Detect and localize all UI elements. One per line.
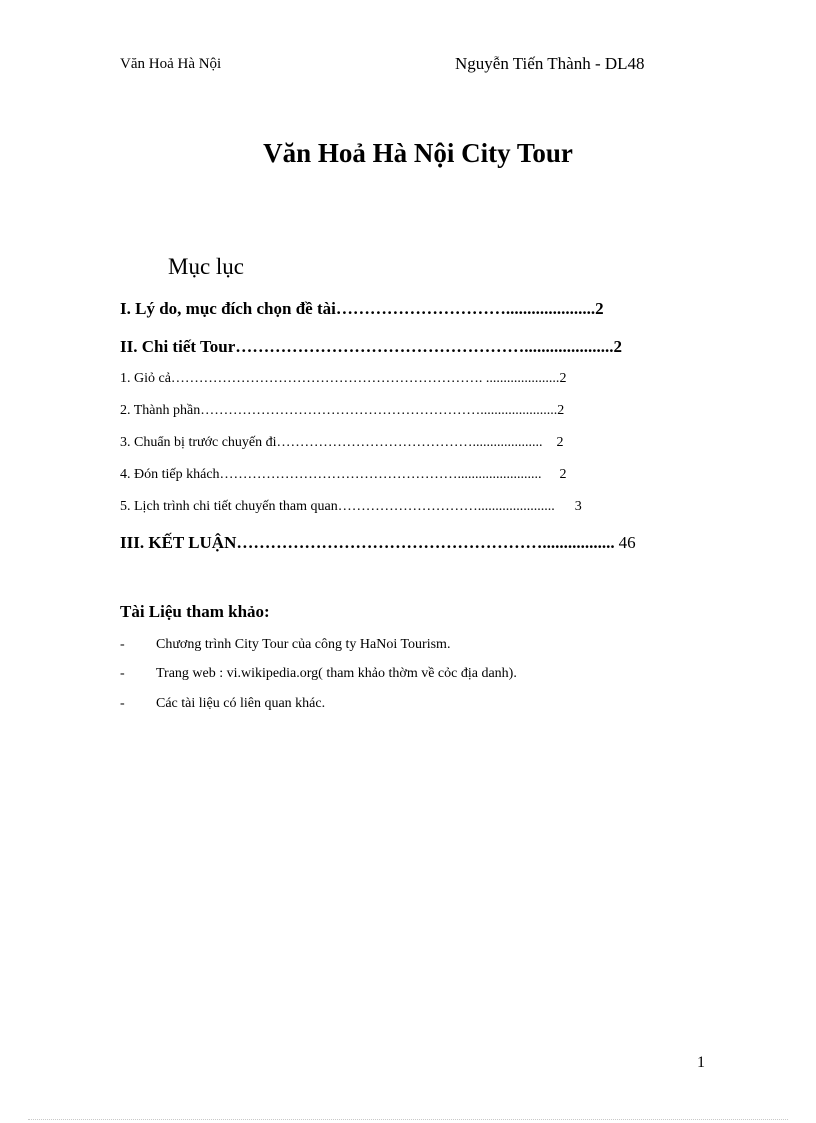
toc-entry-label: II. Chi tiết Tour……………………………………………..................... <box>120 337 614 356</box>
toc-entry-page: 46 <box>618 533 636 552</box>
toc-entry <box>120 337 622 357</box>
toc-entry-page: 2 <box>559 467 567 482</box>
page-bottom-border <box>28 1119 788 1120</box>
references-title: Tài Liệu tham khảo: <box>120 602 270 621</box>
header-right-text: Nguyễn Tiến Thành - DL48 <box>455 54 645 73</box>
toc-entry-page: 2 <box>613 337 622 356</box>
reference-item <box>120 696 325 712</box>
toc-entry-page: 2 <box>595 299 604 318</box>
toc-entry <box>120 499 582 515</box>
list-marker: - <box>120 637 125 652</box>
toc-entry <box>120 403 564 419</box>
reference-text: Trang web : vi.wikipedia.org( tham khảo thờm về cỏc địa danh). <box>156 666 517 681</box>
toc-entry <box>120 371 566 387</box>
toc-entry-label: III. KẾT LUẬN………………………………………………................. <box>120 533 615 552</box>
list-marker: - <box>120 696 125 711</box>
document-title: Văn Hoả Hà Nội City Tour <box>263 138 573 168</box>
toc-entry <box>120 467 567 483</box>
toc-entry-label: 5. Lịch trình chi tiết chuyến tham quan…………………………...................... <box>120 499 555 514</box>
toc-heading: Mục lục <box>168 254 245 279</box>
toc-entry-page: 3 <box>574 499 582 514</box>
toc-entry <box>120 435 564 451</box>
toc-entry-label: 1. Giỏ cả…………………………………………………………. ..................... <box>120 371 560 386</box>
toc-entry-label: I. Lý do, mục đích chọn đề tài…………………………..................... <box>120 299 596 318</box>
header-left-text: Văn Hoả Hà Nội <box>120 56 222 72</box>
toc-entry <box>120 533 636 553</box>
page-number: 1 <box>697 1054 705 1071</box>
list-marker: - <box>120 666 125 681</box>
reference-text: Chương trình City Tour của công ty HaNoi Tourism. <box>156 637 451 652</box>
toc-entry-label: 3. Chuẩn bị trước chuyến đi…………………………………….................... <box>120 435 543 450</box>
reference-item <box>120 637 450 653</box>
toc-entry-page: 2 <box>559 371 567 386</box>
reference-item <box>120 666 517 682</box>
toc-entry-page: 2 <box>557 403 565 418</box>
reference-text: Các tài liệu có liên quan khác. <box>156 696 326 711</box>
toc-entry <box>120 299 604 319</box>
toc-entry-page: 2 <box>556 435 564 450</box>
toc-entry-label: 4. Đón tiếp khách……………………………………………........................ <box>120 467 542 482</box>
toc-entry-label: 2. Thành phần……………………………………………………...................... <box>120 403 558 418</box>
